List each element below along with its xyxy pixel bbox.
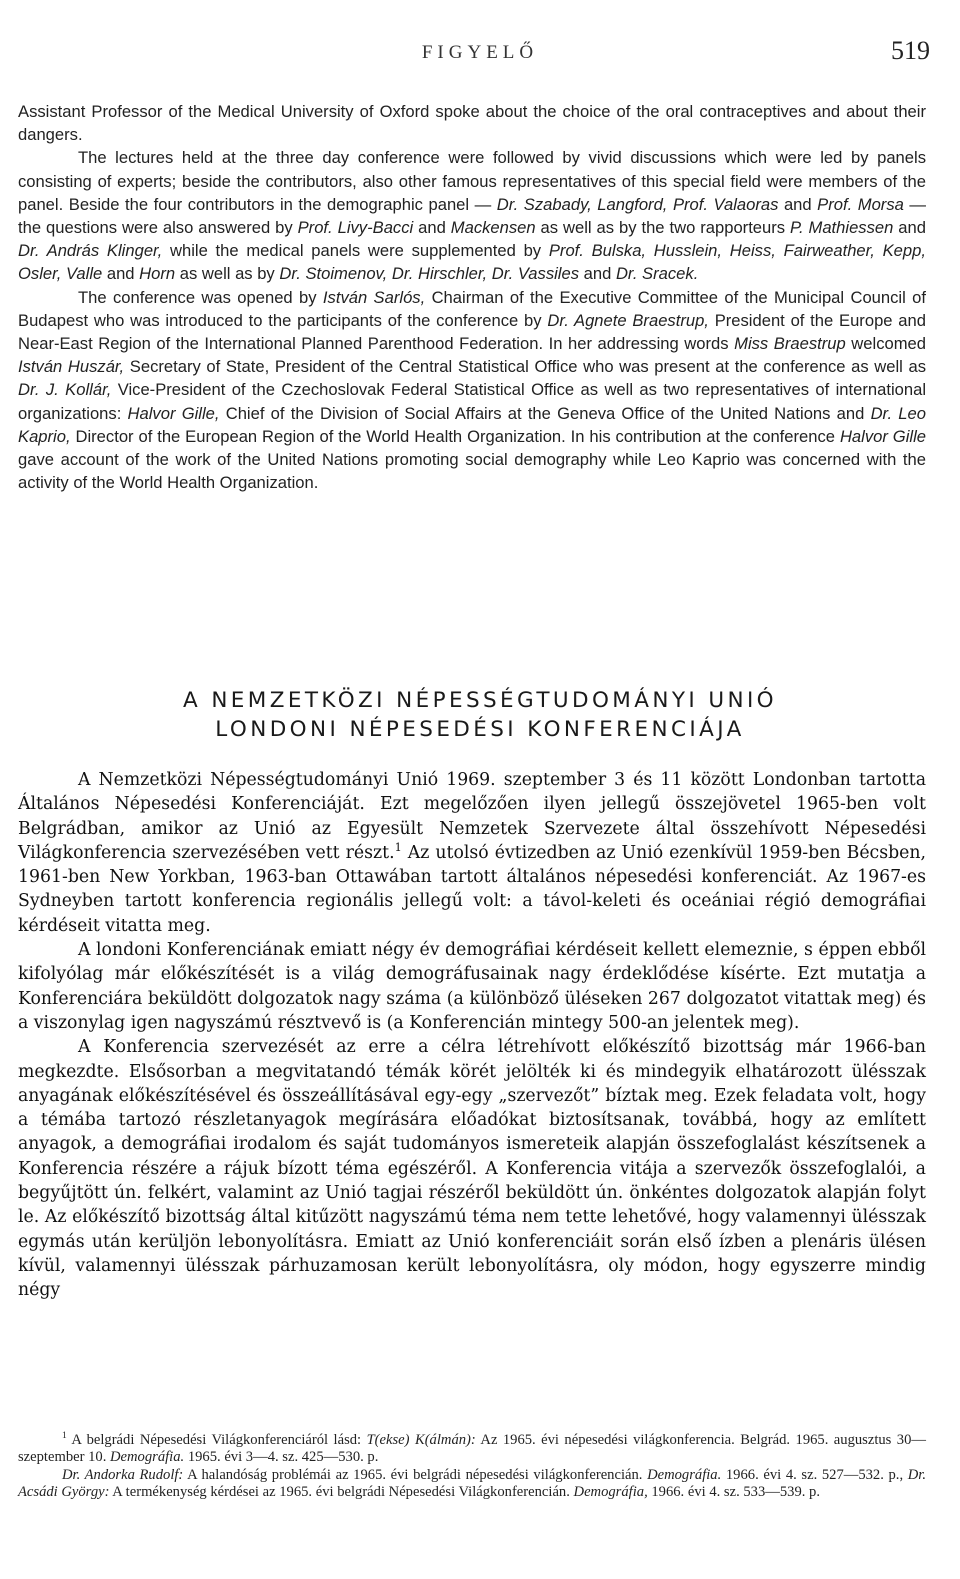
- paragraph-text: Secretary of State, President of the Central Statistical Office who was present at the conference as well as: [124, 357, 927, 377]
- person-names: Dr. Stoimenov, Dr. Hirschler, Dr. Vassiles: [279, 264, 580, 284]
- person-names: Miss Braestrup: [734, 334, 846, 354]
- person-names: Prof. Morsa: [817, 194, 904, 214]
- footnote-marker: 1: [394, 841, 402, 855]
- paragraph-text: as well as by the two rapporteurs: [535, 218, 791, 238]
- footnote-text: A halandóság problémái az 1965. évi belgrádi népesedési világkonferencián.: [183, 1466, 648, 1483]
- footnote-journal: Demográfia.: [110, 1449, 185, 1466]
- footnote-text: 1966. évi 4. sz. 527—532. p.,: [721, 1466, 908, 1483]
- footnote-author: Dr. Acsádi György:: [18, 1466, 926, 1501]
- paragraph-text: President of the Europe and Near-East Region of the International Planned Parenthood Federation. In her addressing words: [18, 310, 926, 354]
- person-names: Horn: [139, 264, 176, 284]
- footnote-text: Az 1965. évi népesedési világkonferencia. Belgrád. 1965. augusztus 30—szeptember 10.: [18, 1432, 926, 1466]
- person-names: P. Mathiessen: [790, 218, 894, 238]
- paragraph-text: Chief of the Division of Social Affairs at the Geneva Office of the United Nations and: [219, 403, 871, 423]
- english-text-block: [18, 100, 926, 494]
- footnotes-block: [18, 1432, 926, 1502]
- person-names: Halvor Gille,: [127, 403, 220, 423]
- person-names: István Sarlós,: [322, 287, 426, 307]
- person-names: Dr. Sracek.: [615, 264, 699, 284]
- person-names: Mackensen: [450, 218, 536, 238]
- footnote-journal: Demográfia.: [647, 1466, 722, 1483]
- person-names: Dr. Agnete Braestrup,: [547, 310, 709, 330]
- paragraph-text: Assistant Professor of the Medical University of Oxford spoke about the choice of the oral contraceptives and about their dangers.: [18, 102, 926, 145]
- paragraph: [18, 146, 926, 285]
- footnote-journal: Demográfia,: [573, 1484, 648, 1501]
- footnote-text: A belgrádi Népesedési Világkonferenciáról lásd:: [66, 1432, 367, 1448]
- footnote-text: 1966. évi 4. sz. 533—539. p.: [647, 1484, 820, 1501]
- footnote-2: [18, 1467, 926, 1502]
- paragraph-text: Az utolsó évtizedben az Unió ezenkívül 1959-ben Bécsben, 1961-ben New Yorkban, 1963-ban Ottawában tartott általános népesedési konferenciát. Az 1967-es Sydneyben tartott konferencia regionális jellegű volt: a távol-keleti és oceániai régió demográfiai kérdéseit vitatta meg.: [18, 842, 927, 936]
- paragraph-text: Chairman of the Executive Committee of the Municipal Council of Budapest who was introduced to the participants of the conference by: [18, 287, 926, 330]
- footnote-text: 1965. évi 3—4. sz. 425—530. p.: [184, 1449, 379, 1466]
- person-names: Prof. Bulska, Husslein, Heiss, Fairweather, Kepp, Osler, Valle: [18, 241, 926, 284]
- paragraph-text: as well as by: [175, 264, 280, 284]
- paragraph-text: and: [778, 194, 818, 214]
- paragraph: [18, 286, 926, 495]
- paragraph-text: and: [579, 264, 616, 284]
- paragraph-text: and: [893, 218, 926, 238]
- person-names: István Huszár,: [18, 357, 125, 377]
- paragraph-text: while the medical panels were supplemented by: [162, 241, 549, 261]
- paragraph-text: The lectures held at the three day conference were followed by vivid discussions which were led by panels consisting of experts; beside the contributors, also other famous representatives of this special field were members of the panel. Beside the four contributors in the demographic panel —: [18, 148, 926, 214]
- footnote-number: 1: [62, 1431, 67, 1442]
- page-number: 519: [891, 36, 930, 65]
- footnote-author: Dr. Andorka Rudolf:: [62, 1466, 184, 1483]
- heading-line-2: LONDONI NÉPESEDÉSI KONFERENCIÁJA: [215, 717, 745, 742]
- paragraph: A Konferencia szervezését az erre a célra létrehívott előkészítő bizottság már 1966-ban megkezdte. Elsősorban a megvitatandó témák körét jelölték ki és mindegyik elhatározott ülésszak anyagának előkészítésével és összeállításával egy-egy „szervezőt” bíztak meg. Ezek feladata volt, hogy a témába tartozó részletanyagok megírására előadókat biztosítsanak, továbbá, hogy az említett anyagok, a demográfiai irodalom és saját tudományos ismereteik alapján összefoglalást készítsenek a Konferencia részére a rájuk bízott téma egészéről. A Konferencia vitája a szervezők összefoglalói, a begyűjtött ún. felkért, valamint az Unió tagjai részéről beküldött ún. önkéntes dolgozatok alapján folyt le. Az előkészítő bizottság által kitűzött nagyszámú téma nem tette lehetővé, hogy valamennyi ülésszak egymás után kerüljön lebonyolításra. Emiatt az Unió konferenciáit során első ízben a plenáris ülésen kívül, valamennyi ülésszak párhuzamosan került lebonyolításra, oly módon, hogy egyszerre mindig négy: [18, 1037, 926, 1301]
- running-title: FIGYELŐ: [421, 42, 539, 63]
- paragraph: [18, 100, 926, 146]
- person-names: Dr. András Klinger,: [18, 241, 163, 261]
- paragraph-text: welcomed: [845, 334, 926, 354]
- paragraph-text: and: [102, 264, 140, 284]
- footnote-author: T(ekse) K(álmán):: [366, 1432, 476, 1448]
- footnote-1: [18, 1432, 926, 1467]
- paragraph-text: and: [413, 218, 451, 238]
- paragraph-text: gave account of the work of the United Nations promoting social demography while Leo Kaprio was concerned with the activity of the World Health Organization.: [18, 450, 926, 493]
- paragraph-text: Vice-President of the Czechoslovak Federal Statistical Office as well as two representatives of international organizations:: [18, 380, 927, 423]
- person-names: Halvor Gille: [839, 426, 926, 446]
- paragraph-text: A Nemzetközi Népességtudományi Unió 1969. szeptember 3 és 11 között Londonban tartotta Általános Népesedési Konferenciáját. Ezt megelőzően ilyen jellegű összejövetel 1965-ben volt Belgrádban, amikor az Unió az Egyesült Nemzetek Szervezete által összehívott Népesedési Világkonferencia szervezésében vett részt.: [18, 770, 926, 863]
- paragraph-text: The conference was opened by: [78, 287, 323, 307]
- section-heading: [0, 686, 960, 744]
- footnote-text: A termékenység kérdései az 1965. évi belgrádi Népesedési Világkonferencián.: [109, 1484, 574, 1501]
- person-names: Dr. Szabady, Langford, Prof. Valaoras: [496, 194, 779, 214]
- person-names: Dr. J. Kollár,: [18, 380, 112, 400]
- hungarian-text-block: [18, 768, 926, 1303]
- person-names: Prof. Livy-Bacci: [297, 218, 414, 238]
- person-names: Dr. Leo Kaprio,: [18, 403, 926, 446]
- paragraph-text: — the questions were also answered by: [18, 194, 926, 238]
- paragraph: A londoni Konferenciának emiatt négy év demográfiai kérdéseit kellett elemeznie, s éppen ebből kifolyólag már előkészítését is a világ demográfusainak nagy érdeklődése kísérte. Ezt mutatja a Konferenciára beküldött dolgozatok nagy száma (a különböző üléseken 267 dolgozatot vitattak meg) és a viszonylag igen nagyszámú résztvevő is (a Konferencián mintegy 500-an jelentek meg).: [18, 940, 926, 1033]
- paragraph: [18, 768, 926, 938]
- heading-line-1: A NEMZETKÖZI NÉPESSÉGTUDOMÁNYI UNIÓ: [182, 688, 778, 713]
- paragraph-text: Director of the European Region of the World Health Organization. In his contribution at the conference: [70, 426, 840, 446]
